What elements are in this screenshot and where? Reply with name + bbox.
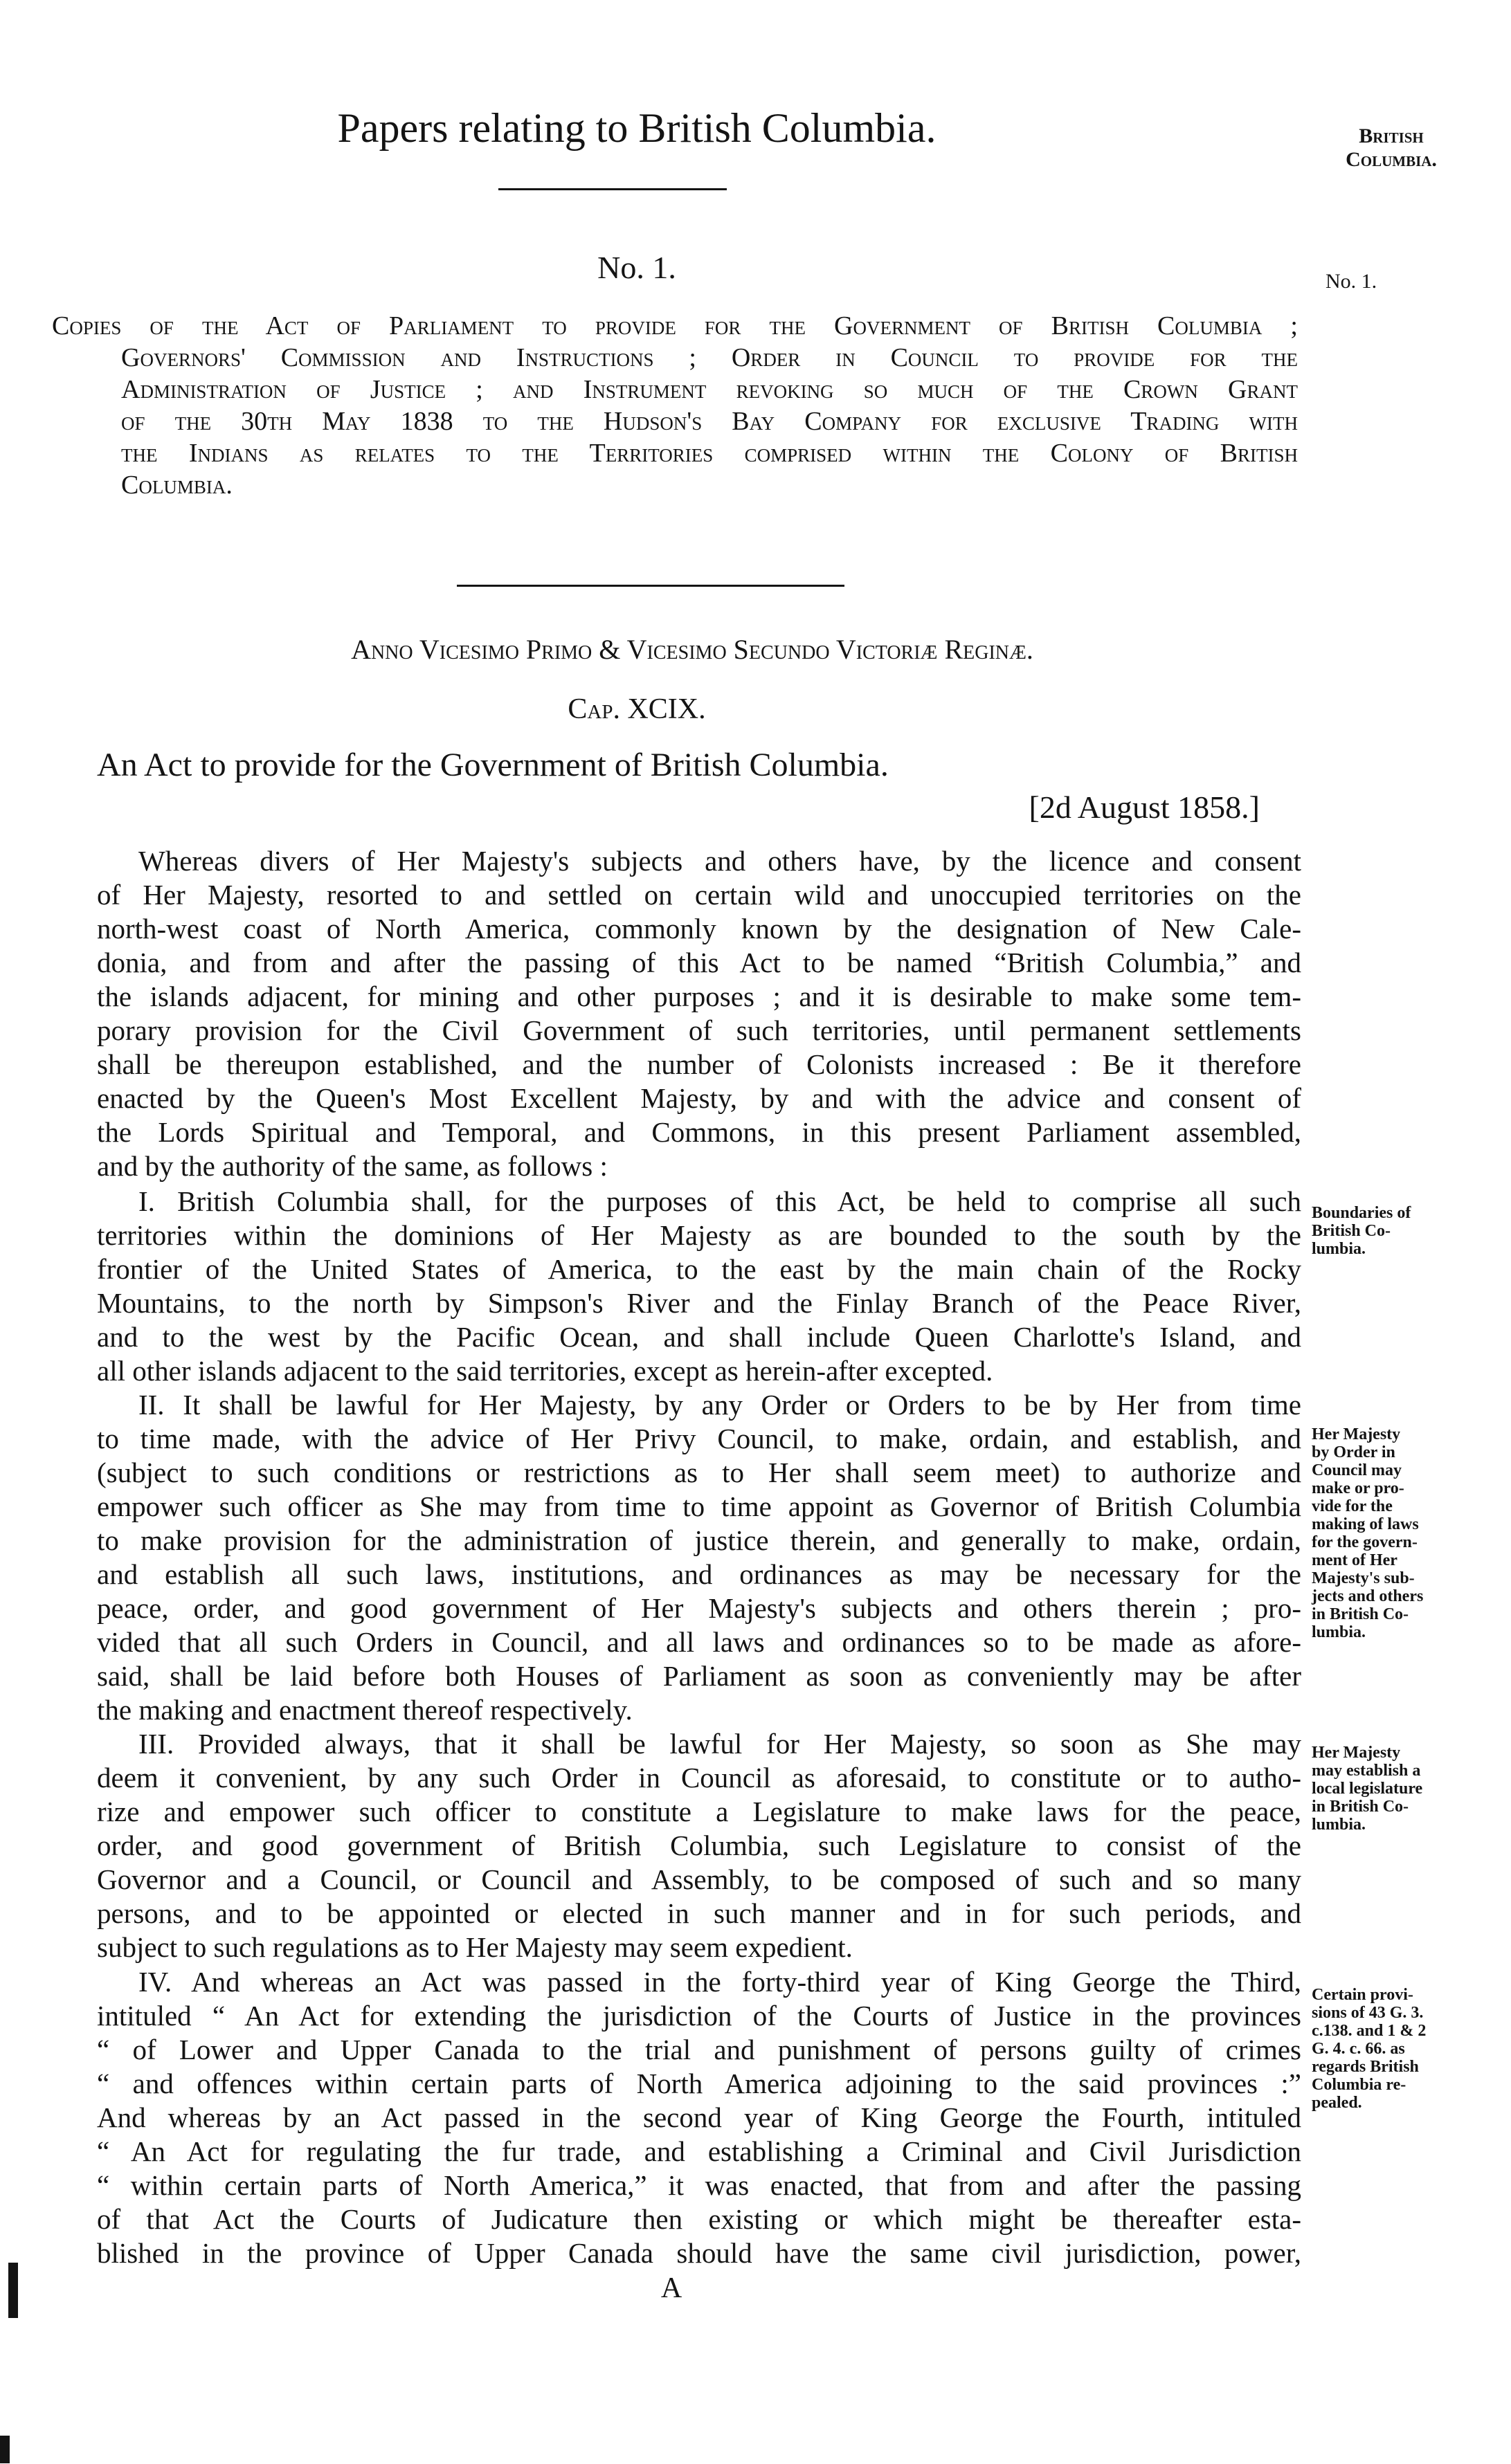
margin-note-line: pealed. xyxy=(1312,2094,1362,2112)
margin-note-line: Majesty's sub- xyxy=(1312,1569,1415,1587)
section-line: III. Provided always, that it shall be lawful for Her Majesty, so soon as She may xyxy=(138,1728,1301,1760)
corner-mark xyxy=(0,2436,10,2463)
margin-note-line: Council may xyxy=(1312,1461,1402,1479)
section-3 xyxy=(97,1727,1301,1964)
section-line: deem it convenient, by any such Order in Council as aforesaid, to constitute or to autho- xyxy=(97,1762,1301,1794)
margin-note-line: G. 4. c. 66. as xyxy=(1312,2040,1405,2058)
margin-note-line: make or pro- xyxy=(1312,1479,1404,1497)
margin-note-line: in British Co- xyxy=(1312,1798,1409,1816)
margin-note-line: by Order in xyxy=(1312,1443,1395,1461)
section-line: order, and good government of British Columbia, such Legislature to consist of the xyxy=(97,1829,1301,1861)
section-line: peace, order, and good government of Her Majesty's subjects and others therein ; pro- xyxy=(97,1592,1301,1624)
section-line: IV. And whereas an Act was passed in the forty-third year of King George the Third, xyxy=(138,1966,1301,1998)
contents-line: Copies of the Act of Parliament to provide for the Government of British Columbia ; xyxy=(52,311,1298,340)
section-line: I. British Columbia shall, for the purposes of this Act, be held to comprise all such xyxy=(138,1185,1301,1217)
section-line: rize and empower such officer to constitute a Legislature to make laws for the peace, xyxy=(97,1796,1301,1827)
section-line: territories within the dominions of Her Majesty as are bounded to the south by the xyxy=(97,1219,1301,1251)
act-title: An Act to provide for the Government of British Columbia. xyxy=(97,747,889,783)
margin-note-line: local legislature xyxy=(1312,1780,1423,1798)
margin-note-repeal xyxy=(1312,1986,1499,2112)
section-line: the making and enactment thereof respectively. xyxy=(97,1694,633,1726)
preamble-line: Whereas divers of Her Majesty's subjects and others have, by the licence and consent xyxy=(138,845,1301,877)
contents-line: of the 30th May 1838 to the Hudson's Bay Company for exclusive Trading with xyxy=(121,407,1298,436)
margin-note-line: may establish a xyxy=(1312,1762,1421,1780)
title-underline xyxy=(498,188,727,190)
margin-note-line: regards British xyxy=(1312,2058,1419,2076)
act-date: [2d August 1858.] xyxy=(1029,790,1260,825)
contents-line: Governors' Commission and Instructions ; Order in Council to provide for the xyxy=(121,343,1298,372)
chapter-heading: Cap. XCIX. xyxy=(568,693,706,725)
section-line: “ within certain parts of North America,” it was enacted, that from and after the passing xyxy=(97,2169,1301,2201)
margin-note-line: jects and others xyxy=(1312,1587,1424,1605)
preamble-line: shall be thereupon established, and the number of Colonists increased : Be it therefore xyxy=(97,1048,1301,1080)
contents-line: the Indians as relates to the Territories comprised within the Colony of British xyxy=(121,439,1298,468)
section-line: intituled “ An Act for extending the jurisdiction of the Courts of Justice in the provinces xyxy=(97,2000,1301,2032)
section-line: all other islands adjacent to the said territories, except as herein-after excepted. xyxy=(97,1355,993,1387)
section-line: “ of Lower and Upper Canada to the trial and punishment of persons guilty of crimes xyxy=(97,2034,1301,2065)
section-divider xyxy=(457,585,844,587)
margin-note-line: lumbia. xyxy=(1312,1623,1366,1641)
signature-mark: A xyxy=(660,2272,682,2304)
section-line: frontier of the United States of America, to the east by the main chain of the Rocky xyxy=(97,1253,1301,1285)
margin-note-line: sions of 43 G. 3. xyxy=(1312,2004,1424,2022)
section-line: and to the west by the Pacific Ocean, and shall include Queen Charlotte's Island, and xyxy=(97,1321,1301,1353)
preamble xyxy=(97,844,1301,1183)
preamble-line: and by the authority of the same, as follows : xyxy=(97,1150,608,1182)
section-line: II. It shall be lawful for Her Majesty, by any Order or Orders to be by Her from time xyxy=(138,1389,1301,1421)
section-line: vided that all such Orders in Council, and all laws and ordinances so to be made as afore- xyxy=(97,1626,1301,1658)
contents-block xyxy=(52,310,1298,501)
margin-note-legislature xyxy=(1312,1744,1499,1834)
margin-note-boundaries xyxy=(1312,1204,1499,1258)
section-line: to time made, with the advice of Her Privy Council, to make, ordain, and establish, and xyxy=(97,1423,1301,1454)
section-line: “ and offences within certain parts of North America adjoining to the said provinces :” xyxy=(97,2068,1301,2099)
running-head-line-1: British xyxy=(1359,125,1424,147)
section-line: empower such officer as She may from time to time appoint as Governor of British Columbia xyxy=(97,1490,1301,1522)
margin-note-line: in British Co- xyxy=(1312,1605,1409,1623)
section-line: and establish all such laws, institutions, and ordinances as may be necessary for the xyxy=(97,1558,1301,1590)
section-line: to make provision for the administration of justice therein, and generally to make, ordain, xyxy=(97,1524,1301,1556)
margin-note-line: vide for the xyxy=(1312,1497,1393,1515)
preamble-line: enacted by the Queen's Most Excellent Majesty, by and with the advice and consent of xyxy=(97,1082,1301,1114)
section-line: Mountains, to the north by Simpson's River and the Finlay Branch of the Peace River, xyxy=(97,1287,1301,1319)
section-line: “ An Act for regulating the fur trade, and establishing a Criminal and Civil Jurisdiction xyxy=(97,2135,1301,2167)
section-number: No. 1. xyxy=(597,250,676,285)
preamble-line: of Her Majesty, resorted to and settled on certain wild and unoccupied territories on the xyxy=(97,879,1301,911)
margin-note-line: Her Majesty xyxy=(1312,1744,1401,1762)
regnal-year: Anno Vicesimo Primo & Vicesimo Secundo Victoriæ Reginæ. xyxy=(351,634,1033,665)
margin-note-line: making of laws xyxy=(1312,1515,1419,1533)
margin-note-line: for the govern- xyxy=(1312,1533,1418,1551)
section-1 xyxy=(97,1185,1301,1388)
margin-note-line: lumbia. xyxy=(1312,1240,1366,1258)
margin-note-line: British Co- xyxy=(1312,1222,1391,1240)
preamble-line: porary provision for the Civil Government of such territories, until permanent settlements xyxy=(97,1014,1301,1046)
margin-note-line: ment of Her xyxy=(1312,1551,1397,1569)
contents-line: Administration of Justice ; and Instrument revoking so much of the Crown Grant xyxy=(121,375,1298,404)
section-2 xyxy=(97,1388,1301,1727)
margin-note-line: Boundaries of xyxy=(1312,1204,1411,1222)
section-line: (subject to such conditions or restrictions as to Her shall seem meet) to authorize and xyxy=(97,1457,1301,1488)
section-line: of that Act the Courts of Judicature then existing or which might be thereafter esta- xyxy=(97,2203,1301,2235)
preamble-line: donia, and from and after the passing of this Act to be named “British Columbia,” and xyxy=(97,947,1301,978)
section-4 xyxy=(97,1965,1301,2270)
page-title: Papers relating to British Columbia. xyxy=(337,105,937,151)
binding-mark xyxy=(8,2263,18,2318)
section-line: said, shall be laid before both Houses of Parliament as soon as conveniently may be after xyxy=(97,1660,1301,1692)
margin-section-number: No. 1. xyxy=(1325,270,1377,293)
preamble-line: the Lords Spiritual and Temporal, and Commons, in this present Parliament assembled, xyxy=(97,1116,1301,1148)
section-line: persons, and to be appointed or elected in such manner and in for such periods, and xyxy=(97,1897,1301,1929)
margin-note-line: Her Majesty xyxy=(1312,1425,1401,1443)
margin-note-line: Columbia re- xyxy=(1312,2076,1406,2094)
margin-note-line: Certain provi- xyxy=(1312,1986,1413,2004)
margin-note-line: c.138. and 1 & 2 xyxy=(1312,2022,1427,2040)
section-line: subject to such regulations as to Her Majesty may seem expedient. xyxy=(97,1931,853,1963)
margin-note-order-in-council xyxy=(1312,1425,1499,1641)
preamble-line: north-west coast of North America, commonly known by the designation of New Cale- xyxy=(97,913,1301,944)
section-line: Governor and a Council, or Council and Assembly, to be composed of such and so many xyxy=(97,1863,1301,1895)
contents-line: Columbia. xyxy=(121,471,233,500)
running-head-line-2: Columbia. xyxy=(1346,148,1437,171)
margin-note-line: lumbia. xyxy=(1312,1816,1366,1834)
section-line: blished in the province of Upper Canada should have the same civil jurisdiction, power, xyxy=(97,2237,1301,2269)
running-head xyxy=(1308,125,1474,172)
section-line: And whereas by an Act passed in the second year of King George the Fourth, intituled xyxy=(97,2101,1301,2133)
preamble-line: the islands adjacent, for mining and other purposes ; and it is desirable to make some tem- xyxy=(97,980,1301,1012)
